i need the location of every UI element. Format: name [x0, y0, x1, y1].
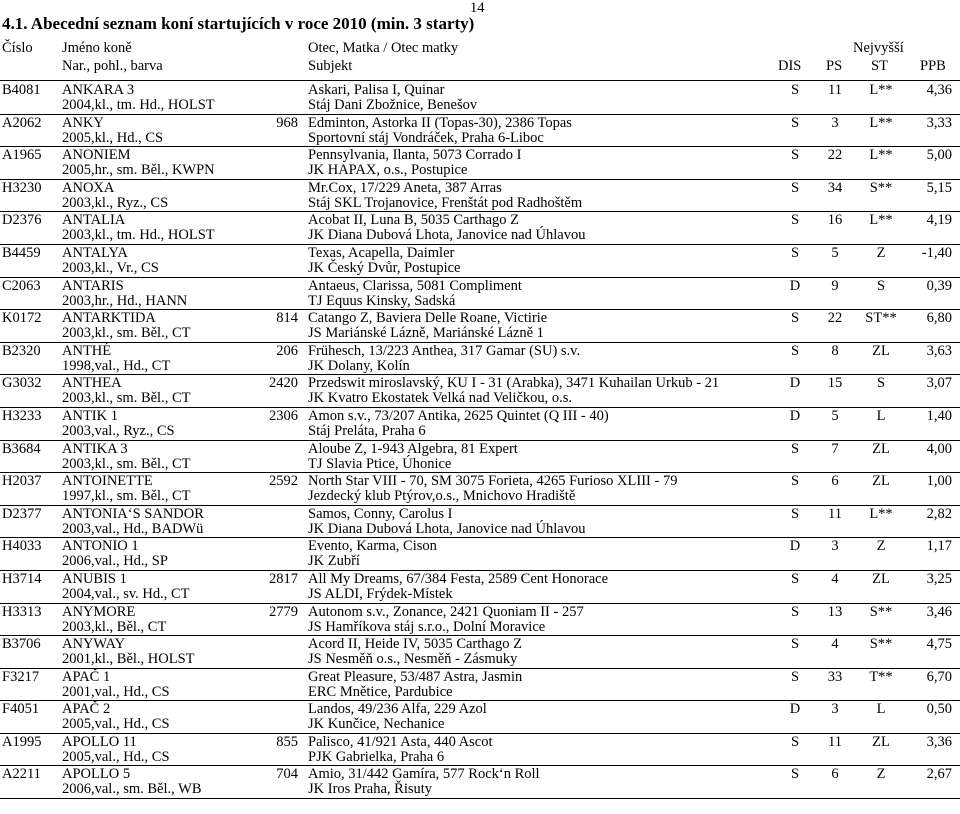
cell-ppb: 4,19 — [926, 212, 952, 229]
cell-birth-sex-color: 2006,val., Hd., SP — [62, 553, 168, 570]
cell-subject: JK Kvatro Ekostatek Velká nad Veličkou, o.s. — [308, 390, 573, 407]
cell-ppb: 2,67 — [926, 766, 952, 783]
cell-birth-sex-color: 2003,kl., tm. Hd., HOLST — [62, 227, 215, 244]
cell-ppb: 5,15 — [926, 179, 952, 196]
table-row — [0, 310, 960, 343]
table-row — [0, 115, 960, 148]
cell-stud-number: 2817 — [269, 570, 298, 587]
header-jmeno-sub: Nar., pohl., barva — [62, 58, 163, 74]
cell-stud-number: 855 — [276, 733, 298, 750]
cell-ps: 9 — [831, 277, 839, 294]
cell-ps: 5 — [831, 407, 839, 424]
cell-birth-sex-color: 2006,val., sm. Běl., WB — [62, 781, 202, 798]
cell-birth-sex-color: 2001,val., Hd., CS — [62, 683, 170, 700]
cell-subject: JS Nesměň o.s., Nesměň - Zásmuky — [308, 651, 518, 668]
cell-stud-number: 704 — [276, 766, 298, 783]
cell-subject: JS Hamříkova stáj s.r.o., Dolní Moravice — [308, 618, 546, 635]
cell-ppb: 3,63 — [926, 342, 952, 359]
header-jmeno: Jméno koně — [62, 40, 132, 56]
cell-stud-number: 2592 — [269, 473, 298, 490]
cell-ppb: 3,33 — [926, 114, 952, 131]
cell-dis: D — [789, 375, 801, 392]
cell-ppb: 1,00 — [926, 473, 952, 490]
cell-cislo: F3217 — [2, 668, 40, 685]
cell-horse-name: ANTHÉ — [62, 342, 112, 359]
cell-st: ZL — [872, 733, 890, 750]
table-row — [0, 212, 960, 245]
cell-subject: JK Iros Praha, Řisuty — [308, 781, 433, 798]
cell-birth-sex-color: 2003,kl., sm. Běl., CT — [62, 325, 191, 342]
cell-horse-name: APOLLO 11 — [62, 733, 137, 750]
cell-cislo: F4051 — [2, 701, 40, 718]
cell-pedigree: All My Dreams, 67/384 Festa, 2589 Cent Honorace — [308, 570, 609, 587]
cell-cislo: B3684 — [2, 440, 41, 457]
cell-ps: 22 — [827, 310, 843, 327]
cell-pedigree: Edminton, Astorka II (Topas-30), 2386 Topas — [308, 114, 572, 131]
cell-st: T** — [869, 668, 893, 685]
cell-horse-name: APAČ 1 — [62, 668, 111, 685]
cell-birth-sex-color: 2005,hr., sm. Běl., KWPN — [62, 162, 215, 179]
cell-dis: S — [790, 603, 800, 620]
cell-st: ZL — [872, 570, 890, 587]
cell-ppb: 6,70 — [926, 668, 952, 685]
cell-cislo: A1995 — [2, 733, 42, 750]
cell-ps: 3 — [831, 114, 839, 131]
cell-ppb: 3,07 — [926, 375, 952, 392]
cell-ps: 6 — [831, 473, 839, 490]
table-row — [0, 538, 960, 571]
cell-ps: 22 — [827, 147, 843, 164]
table-row — [0, 82, 960, 115]
cell-subject: JS Mariánské Lázně, Mariánské Lázně 1 — [308, 325, 544, 342]
cell-subject: Stáj Dani Zbožnice, Benešov — [308, 97, 478, 113]
table-row — [0, 147, 960, 180]
cell-dis: S — [790, 733, 800, 750]
cell-subject: JK Český Dvůr, Postupice — [308, 259, 461, 276]
cell-cislo: B4459 — [2, 244, 41, 261]
cell-ps: 13 — [827, 603, 843, 620]
table-row — [0, 701, 960, 734]
cell-cislo: D2376 — [2, 212, 42, 229]
cell-cislo: H3714 — [2, 570, 42, 587]
cell-st: ZL — [872, 342, 890, 359]
cell-subject: Sportovní stáj Vondráček, Praha 6-Liboc — [308, 129, 544, 146]
header-ppb: PPB — [920, 58, 946, 74]
cell-st: S** — [869, 636, 893, 653]
table-row — [0, 604, 960, 637]
cell-stud-number: 2420 — [269, 375, 298, 392]
cell-cislo: G3032 — [2, 375, 42, 392]
cell-dis: S — [790, 473, 800, 490]
cell-st: S — [876, 375, 886, 392]
cell-pedigree: Great Pleasure, 53/487 Astra, Jasmin — [308, 668, 523, 685]
cell-pedigree: Pennsylvania, Ilanta, 5073 Corrado I — [308, 147, 522, 164]
cell-st: S** — [869, 179, 893, 196]
cell-ppb: 1,17 — [926, 538, 952, 555]
cell-subject: PJK Gabrielka, Praha 6 — [308, 748, 445, 765]
cell-subject: JK Dolany, Kolín — [308, 357, 410, 374]
cell-st: S — [876, 277, 886, 294]
cell-st: ZL — [872, 473, 890, 490]
cell-pedigree: Texas, Acapella, Daimler — [308, 244, 455, 261]
cell-ppb: -1,40 — [921, 244, 952, 261]
cell-ps: 11 — [828, 733, 842, 750]
cell-dis: S — [790, 212, 800, 229]
cell-birth-sex-color: 2005,kl., Hd., CS — [62, 129, 164, 146]
cell-st: ZL — [872, 440, 890, 457]
table-row — [0, 180, 960, 213]
cell-dis: S — [790, 82, 800, 98]
cell-cislo: B4081 — [2, 82, 41, 98]
cell-birth-sex-color: 2004,kl., tm. Hd., HOLST — [62, 97, 215, 113]
cell-cislo: H2037 — [2, 473, 42, 490]
cell-dis: D — [789, 407, 801, 424]
cell-birth-sex-color: 2001,kl., Běl., HOLST — [62, 651, 195, 668]
cell-birth-sex-color: 2003,val., Hd., BADWü — [62, 520, 204, 537]
cell-dis: S — [790, 440, 800, 457]
cell-birth-sex-color: 1997,kl., sm. Běl., CT — [62, 488, 191, 505]
cell-pedigree: Askari, Palisa I, Quinar — [308, 82, 445, 98]
cell-cislo: H4033 — [2, 538, 42, 555]
cell-ppb: 3,36 — [926, 733, 952, 750]
cell-birth-sex-color: 2003,kl., sm. Běl., CT — [62, 390, 191, 407]
table-row — [0, 506, 960, 539]
table-row — [0, 636, 960, 669]
cell-pedigree: Antaeus, Clarissa, 5081 Compliment — [308, 277, 522, 294]
cell-cislo: B2320 — [2, 342, 41, 359]
cell-ps: 4 — [831, 636, 839, 653]
cell-dis: S — [790, 114, 800, 131]
cell-dis: S — [790, 244, 800, 261]
cell-birth-sex-color: 2003,hr., Hd., HANN — [62, 292, 188, 309]
cell-pedigree: Mr.Cox, 17/229 Aneta, 387 Arras — [308, 179, 502, 196]
table-row — [0, 473, 960, 506]
cell-pedigree: Evento, Karma, Cison — [308, 538, 437, 555]
cell-stud-number: 2306 — [269, 407, 298, 424]
cell-ppb: 4,36 — [926, 82, 952, 98]
cell-horse-name: ANTONIA‘S SANDOR — [62, 505, 204, 522]
cell-birth-sex-color: 2005,val., Hd., CS — [62, 716, 170, 733]
cell-stud-number: 2779 — [269, 603, 298, 620]
table-row — [0, 245, 960, 278]
header-rule — [0, 80, 960, 81]
cell-birth-sex-color: 2003,kl., Ryz., CS — [62, 194, 169, 211]
cell-st: L — [876, 701, 886, 718]
cell-subject: Stáj SKL Trojanovice, Frenštát pod Radhoštěm — [308, 194, 583, 211]
cell-horse-name: ANYMORE — [62, 603, 136, 620]
table-row — [0, 571, 960, 604]
cell-st: L** — [869, 114, 893, 131]
cell-pedigree: Acord II, Heide IV, 5035 Carthago Z — [308, 636, 522, 653]
cell-pedigree: Amio, 31/442 Gamíra, 577 Rock‘n Roll — [308, 766, 540, 783]
cell-subject: JS ALDI, Frýdek-Místek — [308, 585, 453, 602]
cell-cislo: A1965 — [2, 147, 42, 164]
cell-ps: 15 — [827, 375, 843, 392]
table-row — [0, 766, 960, 799]
header-ps: PS — [826, 58, 843, 74]
cell-ppb: 0,50 — [926, 701, 952, 718]
cell-birth-sex-color: 2003,kl., sm. Běl., CT — [62, 455, 191, 472]
cell-ps: 33 — [827, 668, 843, 685]
table-row — [0, 669, 960, 702]
cell-st: Z — [876, 244, 886, 261]
cell-pedigree: Amon s.v., 73/207 Antika, 2625 Quintet (Q III - 40) — [308, 407, 609, 424]
cell-dis: S — [790, 505, 800, 522]
cell-birth-sex-color: 2004,val., sv. Hd., CT — [62, 585, 190, 602]
cell-horse-name: ANTALIA — [62, 212, 126, 229]
cell-cislo: H3313 — [2, 603, 42, 620]
cell-subject: Jezdecký klub Ptýrov,o.s., Mnichovo Hradiště — [308, 488, 576, 505]
cell-horse-name: ANTONIO 1 — [62, 538, 139, 555]
cell-ppb: 0,39 — [926, 277, 952, 294]
cell-dis: S — [790, 179, 800, 196]
table-row — [0, 278, 960, 311]
cell-ps: 3 — [831, 701, 839, 718]
header-st: ST — [871, 58, 888, 74]
cell-st: L** — [869, 212, 893, 229]
cell-pedigree: Frühesch, 13/223 Anthea, 317 Gamar (SU) s.v. — [308, 342, 581, 359]
cell-st: L** — [869, 82, 893, 98]
cell-horse-name: APOLLO 5 — [62, 766, 131, 783]
cell-horse-name: APAČ 2 — [62, 701, 111, 718]
cell-horse-name: ANTIKA 3 — [62, 440, 128, 457]
cell-st: ST** — [865, 310, 897, 327]
cell-ps: 4 — [831, 570, 839, 587]
cell-st: L — [876, 407, 886, 424]
cell-birth-sex-color: 2003,val., Ryz., CS — [62, 422, 175, 439]
cell-cislo: H3233 — [2, 407, 42, 424]
cell-ps: 6 — [831, 766, 839, 783]
cell-horse-name: ANKY — [62, 114, 104, 131]
cell-pedigree: Catango Z, Baviera Delle Roane, Victirie — [308, 310, 548, 327]
cell-ps: 3 — [831, 538, 839, 555]
cell-subject: ERC Mnětice, Pardubice — [308, 683, 453, 700]
cell-horse-name: ANOXA — [62, 179, 115, 196]
cell-pedigree: Aloube Z, 1-943 Algebra, 81 Expert — [308, 440, 518, 457]
cell-cislo: B3706 — [2, 636, 41, 653]
cell-st: Z — [876, 538, 886, 555]
page-title: 4.1. Abecední seznam koní startujících v roce 2010 (min. 3 starty) — [2, 14, 475, 33]
page-number: 14 — [470, 0, 485, 16]
cell-birth-sex-color: 2005,val., Hd., CS — [62, 748, 170, 765]
cell-stud-number: 814 — [276, 310, 298, 327]
cell-birth-sex-color: 1998,val., Hd., CT — [62, 357, 171, 374]
cell-ps: 11 — [828, 505, 842, 522]
table-row — [0, 343, 960, 376]
cell-horse-name: ANTALYA — [62, 244, 128, 261]
table-row — [0, 375, 960, 408]
cell-horse-name: ANTIK 1 — [62, 407, 118, 424]
cell-subject: JK HAPAX, o.s., Postupice — [308, 162, 468, 179]
cell-ppb: 5,00 — [926, 147, 952, 164]
cell-pedigree: North Star VIII - 70, SM 3075 Forieta, 4265 Furioso XLIII - 79 — [308, 473, 678, 490]
cell-horse-name: ANONIEM — [62, 147, 131, 164]
cell-dis: D — [789, 701, 801, 718]
cell-ps: 5 — [831, 244, 839, 261]
cell-horse-name: ANTARIS — [62, 277, 124, 294]
cell-ps: 8 — [831, 342, 839, 359]
cell-birth-sex-color: 2003,kl., Vr., CS — [62, 259, 159, 276]
cell-horse-name: ANUBIS 1 — [62, 570, 127, 587]
cell-st: S** — [869, 603, 893, 620]
cell-cislo: A2062 — [2, 114, 42, 131]
cell-stud-number: 206 — [276, 342, 298, 359]
header-otec: Otec, Matka / Otec matky — [308, 40, 459, 56]
cell-pedigree: Przedswit miroslavský, KU I - 31 (Arabka), 3471 Kuhailan Urkub - 21 — [308, 375, 720, 392]
cell-dis: S — [790, 342, 800, 359]
cell-cislo: K0172 — [2, 310, 42, 327]
cell-pedigree: Autonom s.v., Zonance, 2421 Quoniam II - 257 — [308, 603, 584, 620]
cell-ps: 16 — [827, 212, 843, 229]
cell-pedigree: Palisco, 41/921 Asta, 440 Ascot — [308, 733, 493, 750]
cell-cislo: H3230 — [2, 179, 42, 196]
cell-subject: JK Kunčice, Nechanice — [308, 716, 445, 733]
cell-ppb: 4,00 — [926, 440, 952, 457]
cell-cislo: D2377 — [2, 505, 42, 522]
header-dis: DIS — [778, 58, 802, 74]
cell-horse-name: ANYWAY — [62, 636, 126, 653]
header-cislo: Číslo — [2, 40, 33, 56]
cell-stud-number: 968 — [276, 114, 298, 131]
cell-ps: 34 — [827, 179, 843, 196]
cell-st: Z — [876, 766, 886, 783]
cell-pedigree: Acobat II, Luna B, 5035 Carthago Z — [308, 212, 520, 229]
cell-cislo: A2211 — [2, 766, 41, 783]
cell-dis: S — [790, 636, 800, 653]
cell-subject: TJ Equus Kinsky, Sadská — [308, 292, 456, 309]
table-row — [0, 441, 960, 474]
cell-ppb: 2,82 — [926, 505, 952, 522]
cell-dis: S — [790, 147, 800, 164]
cell-dis: D — [789, 277, 801, 294]
cell-ppb: 1,40 — [926, 407, 952, 424]
cell-subject: TJ Slavia Ptice, Úhonice — [308, 455, 452, 472]
cell-pedigree: Samos, Conny, Carolus I — [308, 505, 453, 522]
cell-dis: S — [790, 310, 800, 327]
cell-horse-name: ANTARKTIDA — [62, 310, 156, 327]
cell-ppb: 3,25 — [926, 570, 952, 587]
cell-dis: S — [790, 668, 800, 685]
cell-horse-name: ANKARA 3 — [62, 82, 135, 98]
cell-dis: S — [790, 766, 800, 783]
cell-horse-name: ANTOINETTE — [62, 473, 153, 490]
cell-subject: JK Diana Dubová Lhota, Janovice nad Úhlavou — [308, 227, 586, 244]
cell-cislo: C2063 — [2, 277, 41, 294]
header-subjekt: Subjekt — [308, 58, 353, 74]
cell-ppb: 6,80 — [926, 310, 952, 327]
cell-pedigree: Landos, 49/236 Alfa, 229 Azol — [308, 701, 487, 718]
cell-st: L** — [869, 147, 893, 164]
cell-dis: D — [789, 538, 801, 555]
cell-horse-name: ANTHEA — [62, 375, 122, 392]
cell-dis: S — [790, 570, 800, 587]
cell-subject: Stáj Preláta, Praha 6 — [308, 422, 426, 439]
cell-subject: JK Diana Dubová Lhota, Janovice nad Úhlavou — [308, 520, 586, 537]
header-nejvyssi: Nejvyšší — [853, 40, 904, 56]
cell-ps: 7 — [831, 440, 839, 457]
cell-ppb: 4,75 — [926, 636, 952, 653]
cell-st: L** — [869, 505, 893, 522]
cell-birth-sex-color: 2003,kl., Běl., CT — [62, 618, 167, 635]
table-row — [0, 734, 960, 767]
table-row — [0, 408, 960, 441]
cell-ppb: 3,46 — [926, 603, 952, 620]
horse-table — [0, 82, 960, 799]
cell-ps: 11 — [828, 82, 842, 98]
cell-subject: JK Zubří — [308, 553, 360, 570]
